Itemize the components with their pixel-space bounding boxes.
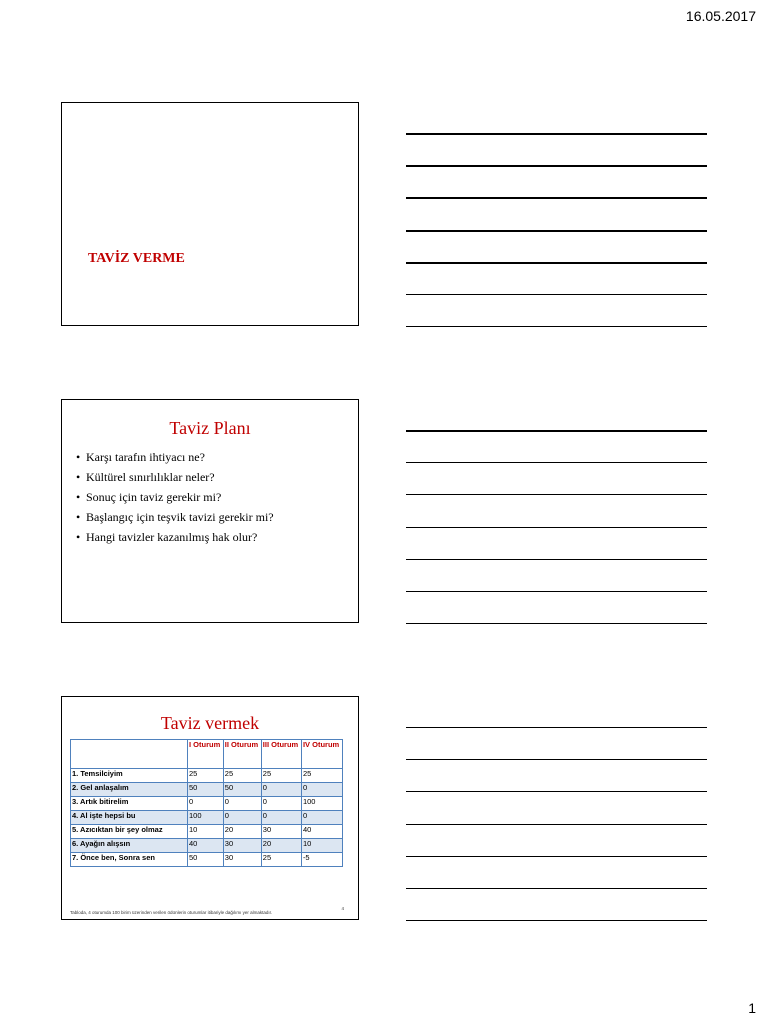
table-cell: 20: [261, 839, 301, 853]
slide-thumbnail-1: [61, 102, 359, 326]
note-line: [406, 759, 707, 760]
note-line: [406, 527, 707, 528]
table-cell: 10: [188, 825, 224, 839]
note-line: [406, 791, 707, 792]
note-line: [406, 623, 707, 624]
page-number: 1: [748, 1000, 756, 1016]
slide-thumbnail-2: [61, 399, 359, 623]
note-line: [406, 494, 707, 495]
note-line: [406, 262, 707, 264]
note-line: [406, 824, 707, 825]
note-line: [406, 856, 707, 857]
table-header-cell: I Oturum: [188, 740, 224, 769]
table-header-cell: [71, 740, 188, 769]
slide-thumbnail-3: [61, 696, 359, 920]
table-row: [71, 783, 343, 797]
table-cell: 10: [301, 839, 342, 853]
table-cell: 40: [301, 825, 342, 839]
table-cell: 50: [188, 783, 224, 797]
table-cell: 100: [188, 811, 224, 825]
slide-2-bullet-list: [62, 449, 358, 545]
header-date: 16.05.2017: [685, 8, 756, 24]
table-header-cell: IV Oturum: [301, 740, 342, 769]
note-line: [406, 326, 707, 327]
table-cell: 25: [301, 769, 342, 783]
bullet-item: • Kültürel sınırlılıklar neler?: [76, 469, 358, 485]
table-cell: 25: [261, 769, 301, 783]
row-label: 1. Temsilciyim: [71, 769, 188, 783]
table-header-cell: III Oturum: [261, 740, 301, 769]
table-row: [71, 811, 343, 825]
slide-1-title: TAVİZ VERME: [88, 251, 185, 266]
slide-3-number: 4: [341, 906, 344, 911]
note-line: [406, 430, 707, 432]
row-label: 2. Gel anlaşalım: [71, 783, 188, 797]
note-line: [406, 727, 707, 728]
note-line: [406, 230, 707, 232]
bullet-item: • Başlangıç için teşvik tavizi gerekir mi?: [76, 509, 358, 525]
table-cell: 30: [223, 839, 261, 853]
table-cell: 40: [188, 839, 224, 853]
note-line: [406, 559, 707, 560]
slide-2-title: Taviz Planı: [169, 418, 251, 438]
slide-3-footnote: Tabloda, 4 oturumda 100 birim üzerinden verilen ödünlerin oturumlar itibariyle dağılımı yer almaktadır.: [70, 910, 273, 915]
table-cell: 0: [188, 797, 224, 811]
table-cell: 0: [261, 783, 301, 797]
table-row: [71, 769, 343, 783]
table-row: [71, 825, 343, 839]
slide-3-title: Taviz vermek: [160, 713, 260, 733]
bullet-item: • Karşı tarafın ihtiyacı ne?: [76, 449, 358, 465]
table-cell: 0: [223, 797, 261, 811]
row-label: 4. Al işte hepsi bu: [71, 811, 188, 825]
table-cell: 50: [223, 783, 261, 797]
note-line: [406, 462, 707, 463]
note-line: [406, 133, 707, 135]
table-cell: 30: [261, 825, 301, 839]
table-cell: 0: [261, 811, 301, 825]
table-cell: 0: [261, 797, 301, 811]
row-label: 5. Azıcıktan bir şey olmaz: [71, 825, 188, 839]
table-cell: 50: [188, 853, 224, 867]
table-row: [71, 839, 343, 853]
row-label: 7. Önce ben, Sonra sen: [71, 853, 188, 867]
table-cell: 25: [188, 769, 224, 783]
table-cell: 30: [223, 853, 261, 867]
table-cell: 100: [301, 797, 342, 811]
note-line: [406, 197, 707, 199]
note-line: [406, 294, 707, 295]
note-line: [406, 888, 707, 889]
table-header-row: [71, 740, 343, 769]
table-cell: 0: [223, 811, 261, 825]
table-cell: 0: [301, 783, 342, 797]
table-cell: 0: [301, 811, 342, 825]
note-line: [406, 920, 707, 921]
table-cell: 20: [223, 825, 261, 839]
table-header-cell: II Oturum: [223, 740, 261, 769]
table-row: [71, 853, 343, 867]
bullet-item: • Hangi tavizler kazanılmış hak olur?: [76, 529, 358, 545]
note-line: [406, 165, 707, 167]
table-cell: 25: [223, 769, 261, 783]
table-cell: -5: [301, 853, 342, 867]
table-cell: 25: [261, 853, 301, 867]
table-row: [71, 797, 343, 811]
row-label: 6. Ayağın alışsın: [71, 839, 188, 853]
row-label: 3. Artık bitirelim: [71, 797, 188, 811]
note-line: [406, 591, 707, 592]
concession-table: [70, 739, 343, 867]
bullet-item: • Sonuç için taviz gerekir mi?: [76, 489, 358, 505]
